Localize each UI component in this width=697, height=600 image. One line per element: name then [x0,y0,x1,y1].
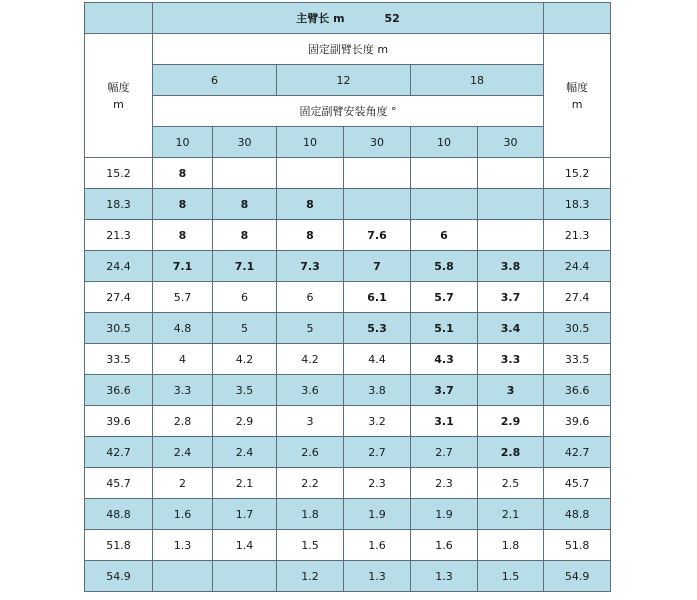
radius-cell: 21.3 [544,220,611,251]
capacity-cell: 1.5 [478,561,544,592]
table-row [85,344,611,375]
capacity-cell: 7.1 [153,251,213,282]
radius-unit: m [571,97,583,111]
table-row [85,499,611,530]
angle-cell: 10 [153,127,213,158]
radius-cell: 30.5 [85,313,153,344]
table-row [85,468,611,499]
table-row [85,375,611,406]
capacity-cell: 1.3 [411,561,478,592]
radius-cell: 39.6 [85,406,153,437]
capacity-cell: 6.1 [344,282,411,313]
radius-cell: 24.4 [544,251,611,282]
jib-length-18: 18 [411,65,544,96]
capacity-cell: 1.6 [411,530,478,561]
radius-cell: 51.8 [544,530,611,561]
capacity-cell: 6 [411,220,478,251]
capacity-cell: 3.6 [277,375,344,406]
capacity-cell: 2.3 [344,468,411,499]
capacity-cell: 5.7 [153,282,213,313]
radius-cell: 48.8 [544,499,611,530]
capacity-cell: 1.6 [153,499,213,530]
capacity-cell: 2.1 [478,499,544,530]
table-row [85,251,611,282]
capacity-cell [411,158,478,189]
capacity-cell: 1.3 [344,561,411,592]
capacity-cell: 3.3 [153,375,213,406]
radius-cell: 42.7 [85,437,153,468]
corner-cell [85,3,153,34]
main-boom-label: 主臂长 m [296,12,345,25]
radius-header-left [85,34,153,158]
jib-length-6: 6 [153,65,277,96]
angle-cell: 30 [213,127,277,158]
capacity-cell: 3.5 [213,375,277,406]
capacity-cell: 8 [213,220,277,251]
radius-cell: 48.8 [85,499,153,530]
radius-label: 幅度 [107,80,130,94]
capacity-cell: 2.3 [411,468,478,499]
capacity-cell: 6 [277,282,344,313]
capacity-cell: 8 [153,158,213,189]
jib-angle-header: 固定副臂安装角度 ° [153,96,544,127]
radius-unit: m [113,97,124,111]
radius-cell: 24.4 [85,251,153,282]
angle-cell: 10 [411,127,478,158]
radius-cell: 33.5 [544,344,611,375]
capacity-cell: 7 [344,251,411,282]
capacity-cell: 3.7 [478,282,544,313]
radius-label: 幅度 [566,80,589,94]
capacity-cell: 5 [213,313,277,344]
capacity-cell: 1.2 [277,561,344,592]
capacity-cell: 4.2 [213,344,277,375]
capacity-cell: 2 [153,468,213,499]
capacity-cell: 2.4 [153,437,213,468]
capacity-cell: 2.1 [213,468,277,499]
capacity-cell: 4.4 [344,344,411,375]
capacity-cell: 1.6 [344,530,411,561]
capacity-cell: 1.4 [213,530,277,561]
capacity-cell: 7.6 [344,220,411,251]
radius-cell: 18.3 [544,189,611,220]
radius-cell: 36.6 [544,375,611,406]
capacity-cell: 2.4 [213,437,277,468]
capacity-cell: 4 [153,344,213,375]
capacity-cell: 1.5 [277,530,344,561]
main-boom-value: 52 [384,12,400,25]
main-boom-length-header [153,3,544,34]
capacity-cell: 3 [478,375,544,406]
capacity-cell: 5.8 [411,251,478,282]
table-row [85,220,611,251]
capacity-cell: 3 [277,406,344,437]
capacity-cell: 1.3 [153,530,213,561]
capacity-cell: 2.8 [153,406,213,437]
table-row [85,406,611,437]
capacity-cell: 8 [153,220,213,251]
capacity-cell [478,220,544,251]
capacity-cell [478,158,544,189]
radius-cell: 18.3 [85,189,153,220]
radius-cell: 54.9 [544,561,611,592]
capacity-cell [213,561,277,592]
capacity-cell [344,189,411,220]
radius-cell: 36.6 [85,375,153,406]
radius-cell: 39.6 [544,406,611,437]
capacity-cell: 8 [277,189,344,220]
capacity-cell: 4.8 [153,313,213,344]
table-row [85,530,611,561]
capacity-cell [213,158,277,189]
radius-header-right [544,34,611,158]
capacity-cell: 5 [277,313,344,344]
radius-cell: 27.4 [85,282,153,313]
capacity-cell: 7.3 [277,251,344,282]
capacity-cell: 2.9 [213,406,277,437]
radius-cell: 45.7 [544,468,611,499]
capacity-cell: 5.1 [411,313,478,344]
capacity-cell: 3.8 [344,375,411,406]
jib-length-header: 固定副臂长度 m [153,34,544,65]
capacity-cell: 2.2 [277,468,344,499]
capacity-cell [344,158,411,189]
capacity-cell: 3.8 [478,251,544,282]
capacity-cell: 2.7 [344,437,411,468]
capacity-cell: 1.9 [344,499,411,530]
angle-cell: 10 [277,127,344,158]
radius-cell: 42.7 [544,437,611,468]
capacity-cell: 1.9 [411,499,478,530]
capacity-cell: 8 [213,189,277,220]
capacity-cell: 7.1 [213,251,277,282]
capacity-cell [153,561,213,592]
capacity-cell: 5.3 [344,313,411,344]
capacity-cell: 1.8 [478,530,544,561]
capacity-cell: 1.7 [213,499,277,530]
capacity-cell: 2.8 [478,437,544,468]
capacity-cell: 2.9 [478,406,544,437]
capacity-cell: 2.5 [478,468,544,499]
capacity-cell: 3.3 [478,344,544,375]
radius-cell: 27.4 [544,282,611,313]
table-row [85,282,611,313]
radius-cell: 33.5 [85,344,153,375]
capacity-cell: 2.6 [277,437,344,468]
table-row [85,313,611,344]
lifting-capacity-table [84,2,611,592]
radius-cell: 51.8 [85,530,153,561]
capacity-cell: 4.2 [277,344,344,375]
radius-cell: 15.2 [544,158,611,189]
capacity-cell: 1.8 [277,499,344,530]
capacity-cell: 5.7 [411,282,478,313]
table-row [85,437,611,468]
angle-cell: 30 [478,127,544,158]
table-row [85,189,611,220]
capacity-cell: 3.2 [344,406,411,437]
capacity-cell [277,158,344,189]
capacity-cell: 3.1 [411,406,478,437]
radius-cell: 30.5 [544,313,611,344]
capacity-cell: 8 [153,189,213,220]
capacity-cell: 2.7 [411,437,478,468]
table-row [85,158,611,189]
capacity-cell: 3.7 [411,375,478,406]
capacity-cell [411,189,478,220]
angle-cell: 30 [344,127,411,158]
capacity-cell: 3.4 [478,313,544,344]
radius-cell: 54.9 [85,561,153,592]
capacity-cell: 6 [213,282,277,313]
capacity-cell: 8 [277,220,344,251]
jib-length-12: 12 [277,65,411,96]
corner-cell-right [544,3,611,34]
capacity-cell: 4.3 [411,344,478,375]
radius-cell: 21.3 [85,220,153,251]
radius-cell: 45.7 [85,468,153,499]
radius-cell: 15.2 [85,158,153,189]
table-row [85,561,611,592]
capacity-cell [478,189,544,220]
